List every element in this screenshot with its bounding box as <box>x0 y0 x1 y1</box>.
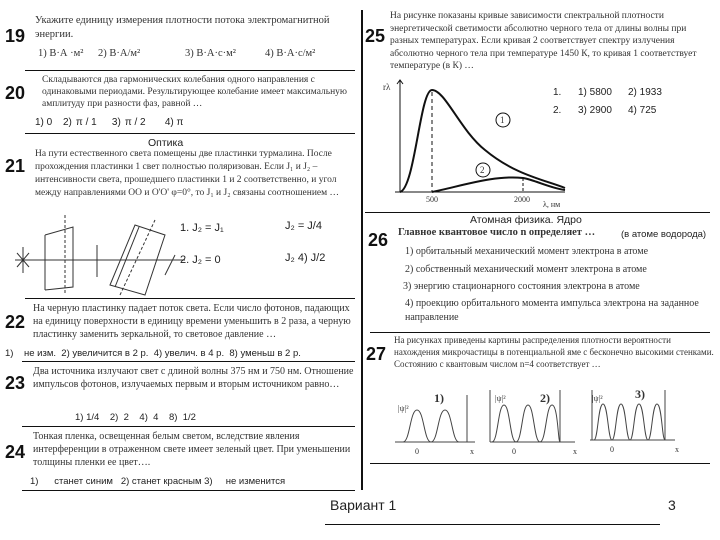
question-text: Тонкая пленка, освещенная белым светом, вследствие явления интерференции в отраженном свете имеет зеленый цвет. При уменьшении толщины пленки ее цвет…. <box>33 431 351 468</box>
option: J₂ = J/4 <box>285 220 322 232</box>
option: 2) 1933 <box>628 87 662 98</box>
graph-label: 2) <box>540 391 550 405</box>
question-number: 24 <box>5 442 26 462</box>
x-tick: 500 <box>426 195 438 204</box>
question-number: 19 <box>5 26 26 46</box>
row-label: 1. <box>553 87 562 98</box>
x-axis-label: x <box>675 445 679 454</box>
x-tick: 2000 <box>514 195 530 204</box>
question-note: (в атоме водорода) <box>621 229 707 240</box>
option: 1) 0 <box>35 117 53 128</box>
column-divider <box>361 10 363 490</box>
question-number: 25 <box>365 26 386 46</box>
question-number: 22 <box>5 312 26 332</box>
graph-label: 3) <box>635 387 645 401</box>
y-axis-label: |ψ|² <box>592 394 603 403</box>
option: 1) В·А ·м² <box>38 48 84 59</box>
fraction: π / 1 <box>75 117 97 128</box>
x-origin: 0 <box>610 445 614 454</box>
question-text: На пути естественного света помещены две пластинки турмалина. После прохождения пластинки 1 свет полностью поляризован. Если J₁ и J₂ – интенсивности света, прошедшего пластинки 1 и 2 соответственно, и угол между направлениями OO и O'O' φ=0°, то J₁ и J₂ связаны соотношением … <box>35 149 340 198</box>
question-text: На рисунке показаны кривые зависимости спектральной плотности энергетической светимости абсолютно черного тела от длины волны при разных температурах. Если кривая 2 соответствует спектру излучения абсолютно черного тела при температуре 1450 К, то кривая 1 соответствует температуре (в К) … <box>390 11 697 71</box>
option: J₂ 4) J/2 <box>285 252 326 264</box>
option: 1) 5800 <box>578 87 612 98</box>
x-axis-label: λ, нм <box>543 200 561 209</box>
question-number: 20 <box>5 83 26 103</box>
graph-label: 1) <box>434 391 444 405</box>
options-row <box>35 117 183 128</box>
option: 3) В·А·с·м² <box>185 48 236 59</box>
divider <box>22 426 355 427</box>
divider <box>370 332 710 333</box>
divider <box>365 212 710 213</box>
page-number: 3 <box>668 497 676 513</box>
fraction: π / 2 <box>124 117 146 128</box>
question-text: Складываются два гармонических колебания одного направления с одинаковыми периодами. Результирующее колебание имеет максимальную амплитуду при разности фаз, равной … <box>42 75 348 109</box>
option: 2. J₂ = 0 <box>180 254 221 266</box>
option: 1. J₂ = J₁ <box>180 222 224 234</box>
x-origin: 0 <box>415 447 419 456</box>
row-label: 2. <box>553 105 562 116</box>
divider <box>25 298 355 299</box>
question-text: Два источника излучают свет с длиной волны 375 нм и 750 нм. Отношение импульсов фотонов, излучаемых первым и вторым источником равно… <box>33 366 354 390</box>
question-number: 26 <box>368 230 389 250</box>
option: 1) орбитальный механический момент электрона в атоме <box>405 246 649 257</box>
x-axis-label: x <box>573 447 577 456</box>
option: 4) В·А·с/м² <box>265 48 316 59</box>
option: 4) проекцию орбитального момента импульса электрона на заданное направление <box>405 298 699 323</box>
question-text: На рисунках приведены картины распределения плотности вероятности нахождения микрочастицы в потенциальной яме с бесконечно высокими стенками. Состоянию с квантовым числом n=4 соответствует … <box>394 335 714 369</box>
option: 2) <box>63 117 72 128</box>
y-axis-label: |ψ|² <box>495 394 506 403</box>
options: 1) не изм. 2) увеличится в 2 р. 4) увелич. в 4 р. 8) уменьш в 2 р. <box>5 348 301 359</box>
x-axis-label: x <box>470 447 474 456</box>
option: 2) В·А/м² <box>98 48 141 59</box>
options: 1) станет синим 2) станет красным 3) не изменится <box>30 476 286 487</box>
question-text: Укажите единицу измерения плотности потока электромагнитной энергии. <box>35 15 330 40</box>
blackbody-graph <box>395 80 565 210</box>
x-origin: 0 <box>512 447 516 456</box>
section-title: Оптика <box>148 137 184 149</box>
y-axis-label: rλ <box>383 82 391 92</box>
curve-label: 1 <box>500 115 505 125</box>
question-number: 21 <box>5 156 26 176</box>
divider <box>25 133 355 134</box>
option: 4) π <box>164 117 184 128</box>
question-number: 27 <box>366 344 387 364</box>
option: 3) 2900 <box>578 105 612 116</box>
footer-rule <box>325 524 660 525</box>
option: 3) энергию стационарного состояния электрона в атоме <box>403 281 640 292</box>
polarizer-diagram <box>15 215 180 295</box>
option: 4) 725 <box>628 105 657 116</box>
variant-label: Вариант 1 <box>330 497 397 513</box>
question-text: Главное квантовое число n определяет … <box>398 227 596 238</box>
y-axis-label: |ψ|² <box>398 404 409 413</box>
question-number: 23 <box>5 373 26 393</box>
divider <box>22 490 355 491</box>
option: 3) <box>111 117 121 128</box>
divider <box>25 70 355 71</box>
divider <box>22 361 355 362</box>
divider <box>370 463 710 464</box>
option: 2) собственный механический момент электрона в атоме <box>405 264 647 275</box>
curve-label: 2 <box>480 165 485 175</box>
question-text: На черную пластинку падает поток света. Если число фотонов, падающих на единицу поверхности в единицу времени уменьшить в 2 раза, а черную пластинку заменить зеркальной, то световое давление … <box>33 303 351 340</box>
section-title: Атомная физика. Ядро <box>470 214 582 226</box>
options: 1) 1/4 2) 2 4) 4 8) 1/2 <box>75 412 196 423</box>
